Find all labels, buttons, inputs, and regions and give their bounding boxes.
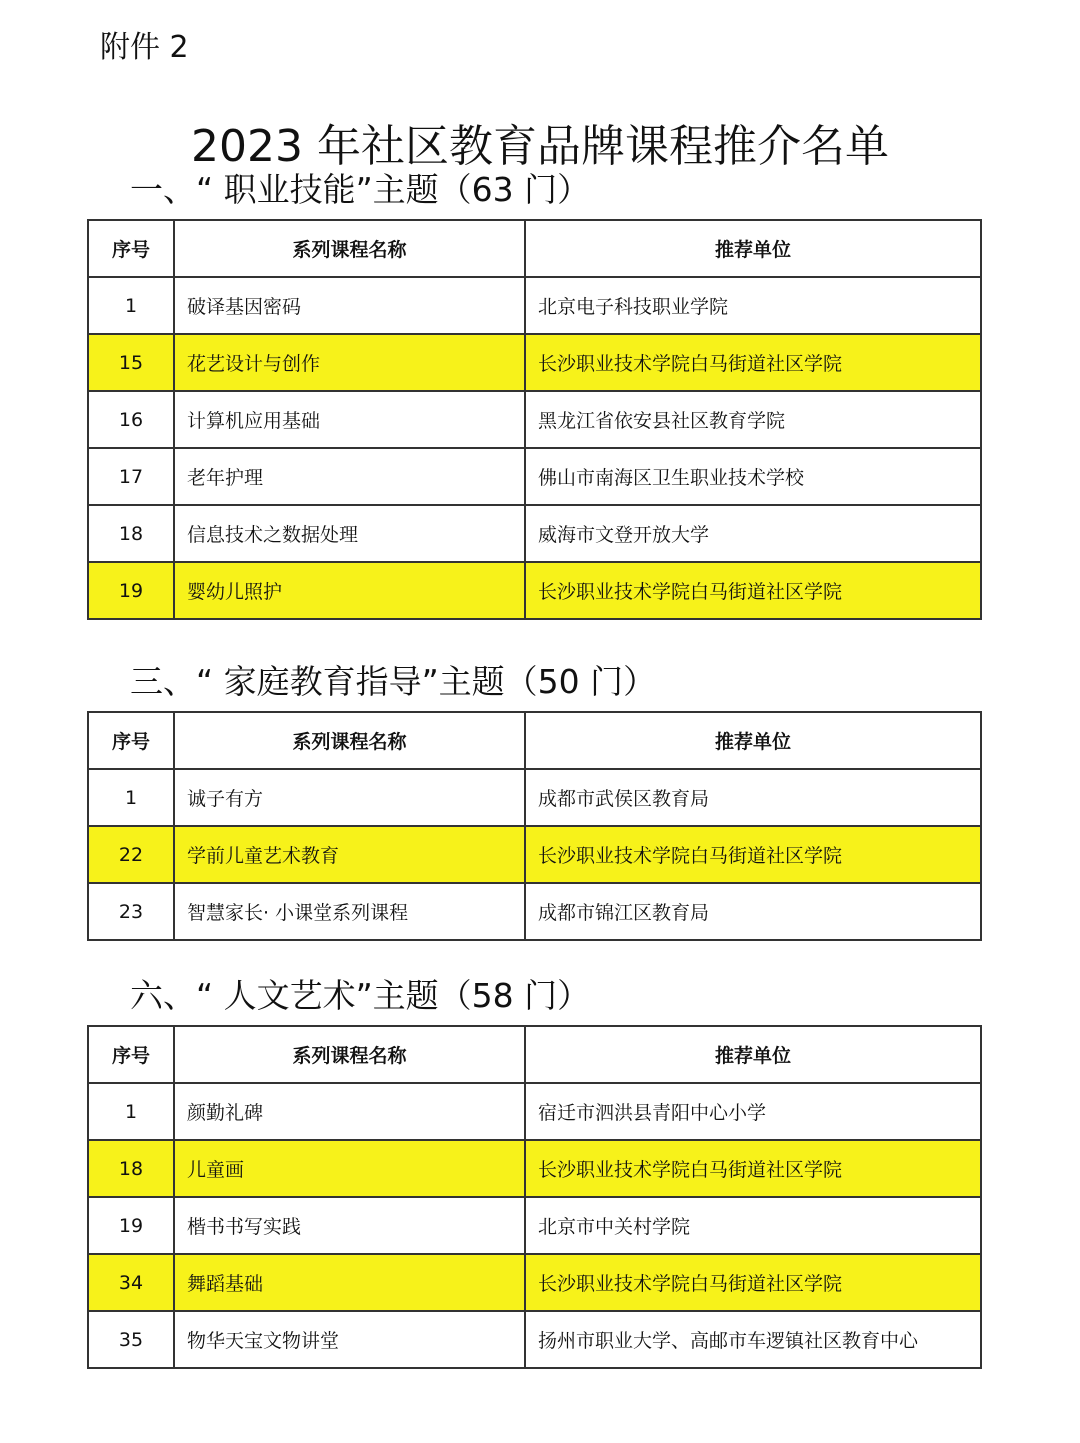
table-row — [88, 1197, 981, 1254]
course-name: 婴幼儿照护 — [174, 562, 525, 619]
course-name: 花艺设计与创作 — [174, 334, 525, 391]
row-number: 18 — [88, 1140, 174, 1197]
row-number: 1 — [88, 1083, 174, 1140]
section-heading-humanities-arts: 六、“ 人文艺术”主题（58 门） — [130, 976, 591, 1015]
row-number: 15 — [88, 334, 174, 391]
recommending-unit: 成都市锦江区教育局 — [525, 883, 981, 940]
recommending-unit: 长沙职业技术学院白马街道社区学院 — [525, 1254, 981, 1311]
row-number: 1 — [88, 277, 174, 334]
recommending-unit: 长沙职业技术学院白马街道社区学院 — [525, 1140, 981, 1197]
table-row — [88, 1254, 981, 1311]
table-header-row — [88, 220, 981, 277]
recommending-unit: 宿迁市泗洪县青阳中心小学 — [525, 1083, 981, 1140]
row-number: 18 — [88, 505, 174, 562]
recommending-unit: 长沙职业技术学院白马街道社区学院 — [525, 826, 981, 883]
table-row — [88, 1083, 981, 1140]
attachment-label: 附件 2 — [100, 30, 189, 65]
table-header-row — [88, 1026, 981, 1083]
recommending-unit: 黑龙江省依安县社区教育学院 — [525, 391, 981, 448]
course-name: 学前儿童艺术教育 — [174, 826, 525, 883]
course-name: 信息技术之数据处理 — [174, 505, 525, 562]
recommending-unit: 成都市武侯区教育局 — [525, 769, 981, 826]
vocational-skills-table — [87, 219, 982, 620]
table-row — [88, 1140, 981, 1197]
row-number: 16 — [88, 391, 174, 448]
header-no: 序号 — [88, 220, 174, 277]
table-row — [88, 277, 981, 334]
table-row — [88, 769, 981, 826]
recommending-unit: 长沙职业技术学院白马街道社区学院 — [525, 562, 981, 619]
section-heading-vocational-skills: 一、“ 职业技能”主题（63 门） — [130, 170, 591, 209]
row-number: 17 — [88, 448, 174, 505]
course-name: 舞蹈基础 — [174, 1254, 525, 1311]
row-number: 19 — [88, 1197, 174, 1254]
table-row — [88, 826, 981, 883]
recommending-unit: 威海市文登开放大学 — [525, 505, 981, 562]
course-name: 计算机应用基础 — [174, 391, 525, 448]
header-course: 系列课程名称 — [174, 712, 525, 769]
table-row — [88, 448, 981, 505]
header-no: 序号 — [88, 1026, 174, 1083]
header-course: 系列课程名称 — [174, 1026, 525, 1083]
course-name: 老年护理 — [174, 448, 525, 505]
header-unit: 推荐单位 — [525, 1026, 981, 1083]
table-row — [88, 505, 981, 562]
table-row — [88, 883, 981, 940]
row-number: 35 — [88, 1311, 174, 1368]
table-row — [88, 1311, 981, 1368]
table-row — [88, 391, 981, 448]
table-header-row — [88, 712, 981, 769]
course-name: 物华天宝文物讲堂 — [174, 1311, 525, 1368]
header-unit: 推荐单位 — [525, 712, 981, 769]
recommending-unit: 北京市中关村学院 — [525, 1197, 981, 1254]
humanities-arts-table — [87, 1025, 982, 1369]
table-row — [88, 562, 981, 619]
course-name: 破译基因密码 — [174, 277, 525, 334]
row-number: 23 — [88, 883, 174, 940]
course-name: 颜勤礼碑 — [174, 1083, 525, 1140]
row-number: 19 — [88, 562, 174, 619]
table-row — [88, 334, 981, 391]
family-education-table — [87, 711, 982, 941]
course-name: 诚子有方 — [174, 769, 525, 826]
document-title: 2023 年社区教育品牌课程推介名单 — [191, 121, 889, 173]
header-course: 系列课程名称 — [174, 220, 525, 277]
row-number: 22 — [88, 826, 174, 883]
course-name: 儿童画 — [174, 1140, 525, 1197]
header-no: 序号 — [88, 712, 174, 769]
recommending-unit: 佛山市南海区卫生职业技术学校 — [525, 448, 981, 505]
section-heading-family-education: 三、“ 家庭教育指导”主题（50 门） — [130, 662, 657, 701]
course-name: 智慧家长· 小课堂系列课程 — [174, 883, 525, 940]
recommending-unit: 北京电子科技职业学院 — [525, 277, 981, 334]
recommending-unit: 长沙职业技术学院白马街道社区学院 — [525, 334, 981, 391]
recommending-unit: 扬州市职业大学、高邮市车逻镇社区教育中心 — [525, 1311, 981, 1368]
course-name: 楷书书写实践 — [174, 1197, 525, 1254]
row-number: 34 — [88, 1254, 174, 1311]
row-number: 1 — [88, 769, 174, 826]
header-unit: 推荐单位 — [525, 220, 981, 277]
